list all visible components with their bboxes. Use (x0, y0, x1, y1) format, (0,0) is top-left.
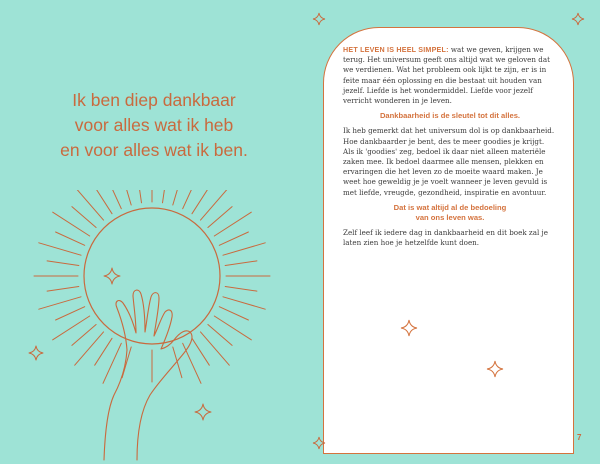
sparkle-icon (312, 12, 326, 26)
quote-line-1: Ik ben diep dankbaar (72, 90, 236, 110)
sun-ray (56, 232, 85, 245)
sun-ray (208, 207, 232, 228)
sun-ray (72, 207, 96, 228)
sun-ray (47, 261, 79, 266)
paragraph-3: Zelf leef ik iedere dag in dankbaarheid en dit boek zal je laten zien hoe je hetzelfde kunt doen. (343, 228, 548, 248)
sun-ray (103, 190, 121, 209)
paragraph-2: Ik heb gemerkt dat het universum dol is op dankbaarheid. Hoe dankbaarder je bent, des te meer goodies je krijgt. Als ik 'goodies' zeg, bedoel ik daar niet alleen materiële zaken mee. Ik bedoel daarmee alle mensen, plekken en ervaringen die het leven zo de moeite waard maken. Je weet hoe geweldig je je voelt wanneer je leven gevuld is met liefde, vreugde, gezondheid, inspiratie en avontuur. (343, 126, 555, 197)
sun-ray (103, 343, 121, 383)
sun-ray (135, 190, 141, 203)
sun-ray (53, 316, 90, 340)
subhead-2-line-1: Dat is wat altijd al de bedoeling (393, 202, 507, 212)
sparkle-icon (312, 436, 326, 450)
sparkle-icon (195, 404, 211, 420)
sun-ray (219, 307, 248, 320)
open-hand-illustration (104, 290, 192, 460)
sun-ray (39, 297, 81, 309)
sun-ray (225, 261, 257, 266)
sun-burst-illustration (34, 190, 270, 383)
sun-ray (201, 332, 230, 365)
sun-ray (47, 287, 79, 292)
sun-ray (219, 232, 248, 245)
sun-ray (208, 325, 232, 346)
lead-in: HET LEVEN IS HEEL SIMPEL: (343, 46, 449, 54)
sun-ray (223, 297, 265, 309)
sun-ray (225, 287, 257, 292)
subhead-2-line-2: van ons leven was. (415, 213, 485, 223)
page-number: 7 (577, 433, 582, 442)
sparkle-icon (486, 360, 504, 378)
sun-ray (163, 190, 169, 203)
sun-ray (183, 190, 201, 209)
body-text (343, 45, 557, 254)
sparkle-icon (29, 346, 43, 360)
sun-ray (56, 307, 85, 320)
sun-ray (192, 338, 209, 365)
sun-ray (183, 343, 201, 383)
sun-ray (173, 347, 182, 378)
sun-ray (214, 316, 251, 340)
sun-ray (173, 190, 182, 205)
sun-ray (192, 190, 209, 214)
paragraph-1 (343, 45, 557, 106)
sun-ray (95, 338, 112, 365)
sun-ray (39, 243, 81, 255)
sun-ray (72, 325, 96, 346)
sun-ray (95, 190, 112, 214)
sun-ray (223, 243, 265, 255)
subhead-1: Dankbaarheid is de sleutel tot dit alles. (379, 111, 521, 121)
sun-ray (122, 190, 131, 205)
sun-ray (53, 212, 90, 236)
quote-line-2: voor alles wat ik heb (74, 115, 234, 135)
paragraph-1-text: wat we geven, krijgen we terug. Het universum geeft ons altijd wat we geloven dat we verdienen. Wat het probleem ook lijkt te zijn, er is in feite maar één oplossing en die bestaat uit houden van jezelf. Liefde is het wondermiddel. Liefde voor jezelf verricht wonderen in je leven. (343, 45, 550, 106)
subhead-2 (343, 203, 557, 223)
sun-ray (75, 332, 104, 365)
sun-hand-illustration (0, 190, 300, 464)
gratitude-quote (40, 88, 268, 163)
sparkle-icon (104, 268, 120, 284)
quote-line-3: en voor alles wat ik ben. (60, 140, 248, 160)
sparkle-icon (571, 12, 585, 26)
sparkle-icon (400, 319, 418, 337)
sun-ray (214, 212, 251, 236)
